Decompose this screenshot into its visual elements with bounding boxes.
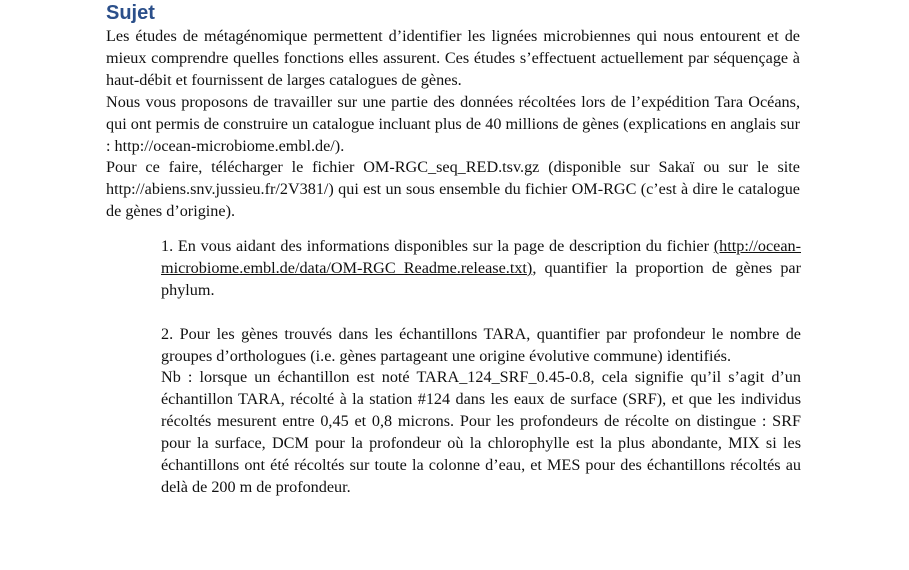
- sample-note: Nb : lorsque un échantillon est noté TARA_124_SRF_0.45-0.8, cela signifie qu’il s’agit d’un échantillon TARA, récolté à la station #124 dans les eaux de surface (SRF), et que les individus récoltés mesurent entre 0,45 et 0,8 microns. Pour les profondeurs de récolte on distingue : SRF pour la surface, DCM pour la profondeur où la chlorophylle est la plus abondante, MIX si les échantillons ont été récoltés sur toute la colonne d’eau, et MES pour des échantillons récoltés au delà de 200 m de profondeur.: [161, 368, 801, 496]
- section-heading: Sujet: [106, 2, 155, 24]
- question-1-text: 1. En vous aidant des informations disponibles sur la page de description du fichier: [161, 237, 710, 255]
- question-1: [161, 236, 801, 302]
- question-2: 2. Pour les gènes trouvés dans les échantillons TARA, quantifier par profondeur le nombre de groupes d’orthologues (i.e. gènes partageant une origine évolutive commune) identifiés.: [161, 324, 801, 365]
- intro-text: [106, 26, 800, 223]
- intro-paragraph-2: Nous vous proposons de travailler sur une partie des données récoltées lors de l’expédition Tara Océans, qui ont permis de construire un catalogue incluant plus de 40 millions de gènes (explications en anglais sur : http://ocean-microbiome.embl.de/).: [106, 92, 800, 155]
- intro-paragraph-3: Pour ce faire, télécharger le fichier OM-RGC_seq_RED.tsv.gz (disponible sur Sakaï ou sur le site http://abiens.snv.jussieu.fr/2V381/) qui est un sous ensemble du fichier OM-RGC (c’est à dire le catalogue de gènes d’origine).: [106, 158, 800, 221]
- readme-link[interactable]: (http://ocean-microbiome.embl.de/data/OM-RGC_Readme.release.txt): [161, 237, 801, 277]
- question-list: [161, 236, 801, 499]
- intro-paragraph-1: Les études de métagénomique permettent d’identifier les lignées microbiennes qui nous entourent et de mieux comprendre quelles fonctions elles assurent. Ces études s’effectuent actuellement par séquençage à haut-débit et fournissent de larges catalogues de gènes.: [106, 27, 800, 89]
- item-spacer: [161, 302, 801, 324]
- question-1-text-end: , quantifier la proportion de gènes par phylum.: [161, 258, 801, 299]
